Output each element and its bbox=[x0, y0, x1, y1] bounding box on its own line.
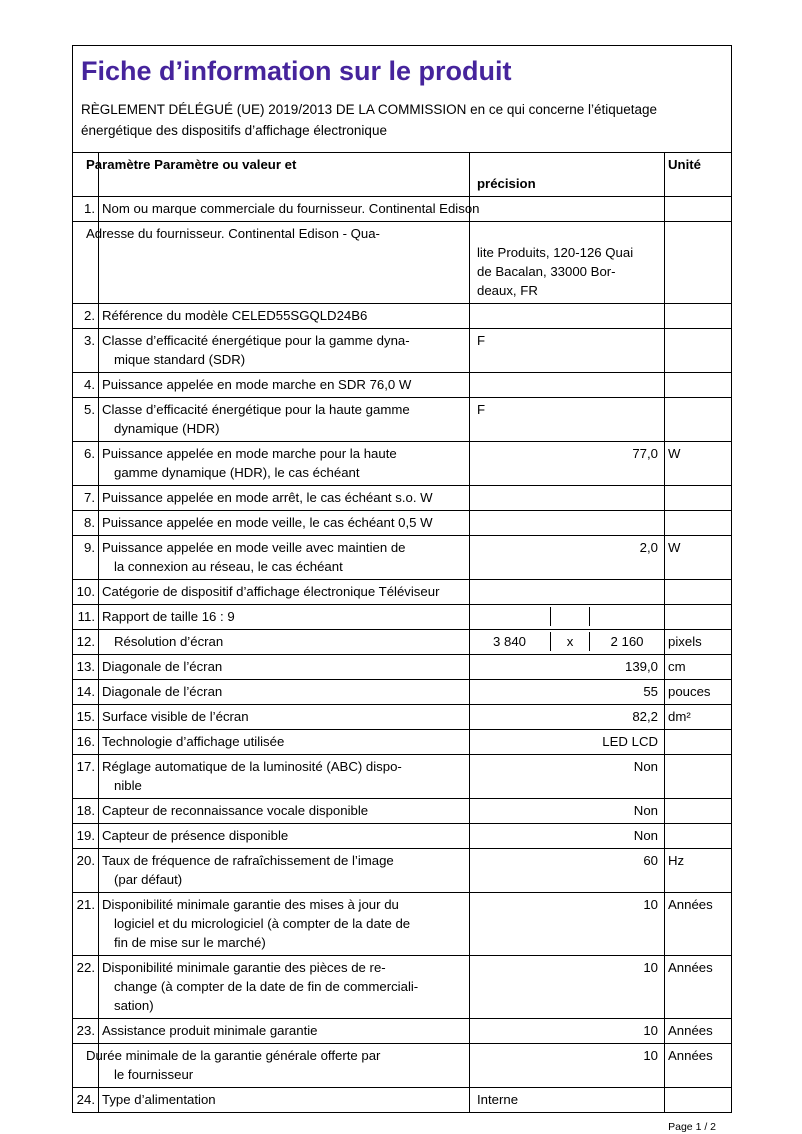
row-unit bbox=[664, 801, 731, 820]
row-value-separator: x bbox=[550, 632, 589, 651]
row-unit bbox=[664, 331, 731, 369]
table-row bbox=[73, 892, 731, 955]
parameter-line: Nom ou marque commerciale du fournisseur. Continental Edison bbox=[102, 201, 480, 216]
row-unit: Hz bbox=[668, 853, 685, 868]
row-parameter bbox=[98, 375, 469, 394]
row-unit: cm bbox=[668, 659, 686, 674]
row-unit: pixels bbox=[668, 634, 702, 649]
row-unit: W bbox=[668, 540, 681, 555]
parameter-line: Rapport de taille 16 : 9 bbox=[102, 609, 235, 624]
row-value: 10 bbox=[643, 897, 658, 912]
table-row bbox=[73, 798, 731, 823]
row-parameter bbox=[98, 400, 469, 438]
table-row bbox=[73, 441, 731, 485]
parameter-line: Diagonale de l’écran bbox=[102, 659, 223, 674]
row-parameter bbox=[73, 1046, 469, 1084]
parameter-line: Disponibilité minimale garantie des pièces de re- bbox=[102, 960, 386, 975]
row-number: 18. bbox=[76, 803, 95, 818]
row-number: 21. bbox=[76, 897, 95, 912]
page-title: Fiche d’information sur le produit bbox=[81, 56, 512, 86]
row-value bbox=[469, 513, 664, 532]
table-row bbox=[73, 1043, 731, 1087]
parameter-line: fin de mise sur le marché) bbox=[114, 935, 266, 950]
row-number: 19. bbox=[76, 828, 95, 843]
table-row bbox=[73, 397, 731, 441]
parameter-line: sation) bbox=[114, 998, 154, 1013]
parameter-line: Réglage automatique de la luminosité (ABC) dispo- bbox=[102, 759, 402, 774]
table-row bbox=[73, 328, 731, 372]
row-parameter bbox=[98, 707, 469, 726]
row-number: 13. bbox=[76, 659, 95, 674]
parameter-line: change (à compter de la date de fin de commerciali- bbox=[114, 979, 419, 994]
row-value: 10 bbox=[643, 1023, 658, 1038]
table-row bbox=[73, 579, 731, 604]
row-parameter bbox=[98, 1090, 469, 1109]
row-value: F bbox=[477, 402, 486, 417]
parameter-line: Classe d’efficacité énergétique pour la gamme dyna- bbox=[102, 333, 410, 348]
row-unit bbox=[664, 375, 731, 394]
parameter-line: mique standard (SDR) bbox=[114, 352, 246, 367]
row-value: 77,0 bbox=[632, 446, 658, 461]
value-line: de Bacalan, 33000 Bor- bbox=[477, 264, 616, 279]
table-row bbox=[73, 848, 731, 892]
table-row bbox=[73, 604, 731, 629]
parameter-line: Taux de fréquence de rafraîchissement de l’image bbox=[102, 853, 394, 868]
table-row bbox=[73, 823, 731, 848]
page-footer: Page 1 / 2 bbox=[668, 1121, 716, 1133]
row-parameter bbox=[73, 224, 469, 300]
row-number: 17. bbox=[76, 759, 95, 774]
regulation-subtitle bbox=[81, 99, 723, 141]
parameter-line: la connexion au réseau, le cas échéant bbox=[114, 559, 343, 574]
row-parameter bbox=[98, 488, 469, 507]
row-value: Non bbox=[633, 828, 658, 843]
table-row bbox=[73, 485, 731, 510]
row-unit: Années bbox=[668, 1048, 713, 1063]
row-parameter bbox=[98, 632, 469, 651]
row-number: 20. bbox=[76, 853, 95, 868]
row-parameter bbox=[98, 757, 469, 795]
table-row bbox=[73, 679, 731, 704]
row-number: 6. bbox=[84, 446, 95, 461]
row-unit bbox=[664, 199, 731, 218]
row-unit bbox=[664, 732, 731, 751]
row-unit bbox=[664, 400, 731, 438]
row-number: 23. bbox=[76, 1023, 95, 1038]
regulation-subtitle-line2: énergétique des dispositifs d’affichage électronique bbox=[81, 123, 387, 138]
row-number: 8. bbox=[84, 515, 95, 530]
parameter-line: logiciel et du micrologiciel (à compter de la date de bbox=[114, 916, 411, 931]
row-unit bbox=[664, 582, 731, 601]
row-parameter bbox=[98, 801, 469, 820]
row-unit bbox=[664, 513, 731, 532]
row-unit bbox=[664, 1090, 731, 1109]
row-unit: Années bbox=[668, 897, 713, 912]
row-parameter bbox=[98, 331, 469, 369]
parameter-line: (par défaut) bbox=[114, 872, 183, 887]
row-parameter bbox=[98, 306, 469, 325]
row-value: 10 bbox=[643, 960, 658, 975]
row-unit: pouces bbox=[668, 684, 711, 699]
row-number: 10. bbox=[76, 584, 95, 599]
parameter-line: Puissance appelée en mode veille avec maintien de bbox=[102, 540, 406, 555]
row-number: 3. bbox=[84, 333, 95, 348]
regulation-subtitle-line1: RÈGLEMENT DÉLÉGUÉ (UE) 2019/2013 DE LA COMMISSION en ce qui concerne l’étiquetage bbox=[81, 102, 658, 117]
table-row bbox=[73, 221, 731, 303]
row-value bbox=[469, 199, 664, 218]
header-unit: Unité bbox=[668, 157, 701, 172]
row-value bbox=[469, 224, 664, 300]
row-parameter bbox=[98, 582, 469, 601]
table-row bbox=[73, 1018, 731, 1043]
parameter-line: Adresse du fournisseur. Continental Edison - Qua- bbox=[86, 226, 380, 241]
table-header bbox=[73, 152, 731, 196]
table-row bbox=[73, 629, 731, 654]
table-row bbox=[73, 729, 731, 754]
row-parameter bbox=[98, 199, 480, 218]
parameter-line: Résolution d’écran bbox=[114, 634, 224, 649]
parameter-line: Puissance appelée en mode marche pour la haute bbox=[102, 446, 397, 461]
product-sheet bbox=[72, 45, 732, 1113]
row-value bbox=[469, 375, 664, 394]
row-unit: Années bbox=[668, 960, 713, 975]
row-unit: dm² bbox=[668, 709, 691, 724]
row-unit bbox=[664, 306, 731, 325]
row-value: 82,2 bbox=[632, 709, 658, 724]
parameter-line: Classe d’efficacité énergétique pour la haute gamme bbox=[102, 402, 410, 417]
row-number: 2. bbox=[84, 308, 95, 323]
row-unit bbox=[664, 488, 731, 507]
parameter-line: Assistance produit minimale garantie bbox=[102, 1023, 318, 1038]
row-parameter bbox=[98, 826, 469, 845]
row-parameter bbox=[98, 444, 469, 482]
row-number: 7. bbox=[84, 490, 95, 505]
row-parameter bbox=[98, 1021, 469, 1040]
table-body bbox=[73, 196, 731, 1112]
row-value-separator bbox=[550, 607, 589, 626]
parameter-line: Puissance appelée en mode arrêt, le cas échéant s.o. W bbox=[102, 490, 433, 505]
row-parameter bbox=[98, 538, 469, 576]
row-parameter bbox=[98, 607, 469, 626]
table-row bbox=[73, 704, 731, 729]
parameter-line: Capteur de reconnaissance vocale disponible bbox=[102, 803, 369, 818]
row-number: 11. bbox=[77, 609, 95, 624]
row-parameter bbox=[98, 513, 469, 532]
row-parameter bbox=[98, 958, 469, 1015]
table-row bbox=[73, 303, 731, 328]
parameters-table bbox=[73, 152, 731, 1112]
row-number: 1. bbox=[84, 201, 95, 216]
row-parameter bbox=[98, 657, 469, 676]
row-number: 5. bbox=[84, 402, 95, 417]
row-unit: W bbox=[668, 446, 681, 461]
row-unit bbox=[664, 826, 731, 845]
row-value bbox=[469, 582, 664, 601]
row-number: 22. bbox=[76, 960, 95, 975]
row-number: 9. bbox=[84, 540, 95, 555]
row-parameter bbox=[98, 732, 469, 751]
row-value: Non bbox=[633, 803, 658, 818]
row-value: LED LCD bbox=[602, 734, 658, 749]
parameter-line: nible bbox=[114, 778, 142, 793]
parameter-line: Puissance appelée en mode marche en SDR 76,0 W bbox=[102, 377, 412, 392]
row-number: 15. bbox=[76, 709, 95, 724]
row-number: 12. bbox=[76, 634, 95, 649]
parameter-line: Diagonale de l’écran bbox=[102, 684, 223, 699]
table-row bbox=[73, 654, 731, 679]
header-precision: précision bbox=[477, 176, 536, 191]
parameter-line: le fournisseur bbox=[114, 1067, 194, 1082]
parameter-line: dynamique (HDR) bbox=[114, 421, 220, 436]
table-row bbox=[73, 754, 731, 798]
row-value: 2,0 bbox=[639, 540, 658, 555]
parameter-line: Surface visible de l’écran bbox=[102, 709, 249, 724]
parameter-line: Puissance appelée en mode veille, le cas échéant 0,5 W bbox=[102, 515, 433, 530]
table-row bbox=[73, 510, 731, 535]
parameter-line: Durée minimale de la garantie générale offerte par bbox=[86, 1048, 381, 1063]
row-value: 139,0 bbox=[624, 659, 658, 674]
row-value-horizontal: 3 840 bbox=[492, 634, 526, 649]
row-value: Non bbox=[633, 759, 658, 774]
row-value: 10 bbox=[643, 1048, 658, 1063]
parameter-line: Capteur de présence disponible bbox=[102, 828, 289, 843]
table-row bbox=[73, 372, 731, 397]
value-line: lite Produits, 120-126 Quai bbox=[477, 245, 634, 260]
row-value bbox=[469, 488, 664, 507]
row-number: 14. bbox=[76, 684, 95, 699]
row-value: Interne bbox=[477, 1092, 519, 1107]
parameter-line: Référence du modèle CELED55SGQLD24B6 bbox=[102, 308, 368, 323]
value-line: deaux, FR bbox=[477, 283, 538, 298]
table-row bbox=[73, 955, 731, 1018]
row-parameter bbox=[98, 851, 469, 889]
row-unit bbox=[664, 757, 731, 795]
parameter-line: gamme dynamique (HDR), le cas échéant bbox=[114, 465, 360, 480]
row-unit bbox=[664, 607, 731, 626]
row-number: 16. bbox=[76, 734, 95, 749]
header-parameter: Paramètre Paramètre ou valeur et bbox=[86, 157, 297, 172]
row-number: 4. bbox=[84, 377, 95, 392]
row-value-vertical bbox=[589, 607, 664, 626]
parameter-line: Technologie d’affichage utilisée bbox=[102, 734, 285, 749]
row-unit: Années bbox=[668, 1023, 713, 1038]
parameter-line: Disponibilité minimale garantie des mises à jour du bbox=[102, 897, 399, 912]
parameter-line: Catégorie de dispositif d’affichage électronique Téléviseur bbox=[102, 584, 440, 599]
table-row bbox=[73, 535, 731, 579]
row-value: 60 bbox=[643, 853, 658, 868]
row-value bbox=[469, 306, 664, 325]
parameter-line: Type d’alimentation bbox=[102, 1092, 216, 1107]
table-row bbox=[73, 196, 731, 221]
row-number: 24. bbox=[76, 1092, 95, 1107]
row-parameter bbox=[98, 682, 469, 701]
table-row bbox=[73, 1087, 731, 1112]
row-parameter bbox=[98, 895, 469, 952]
row-unit bbox=[664, 224, 731, 300]
row-value-horizontal bbox=[469, 607, 550, 626]
row-value: 55 bbox=[643, 684, 658, 699]
row-value-vertical: 2 160 bbox=[589, 632, 664, 651]
row-value: F bbox=[477, 333, 486, 348]
